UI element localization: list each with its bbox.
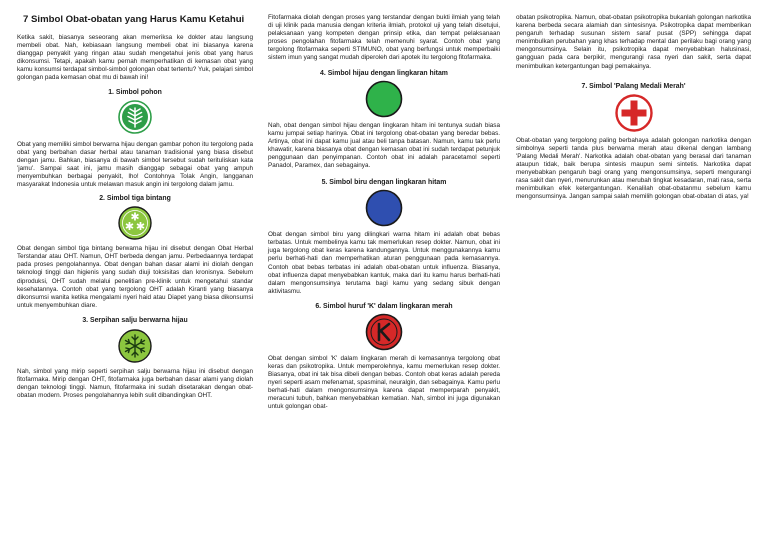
red-cross-medal-icon bbox=[615, 94, 653, 132]
continuation-text-fitofarmaka: Fitofarmaka diolah dengan proses yang terstandar dengan bukti ilmiah yang telah di uji klinik pada manusia dengan kriteria ilmiah, protokol uji yang telah disetujui, pelaksanaan yang kompeten dengan prinsip etika, dan tempat pelaksanaan proses pengolahan fitofarmaka telah memenuhi syarat. Contoh obat yang tergolong fitofarmaka seperti STIMUNO, obat yang berfungsi untuk memperbaiki sistem imun yang sangat mudah diperoleh dari apotek itu tergolong fitofarmaka. bbox=[268, 14, 500, 62]
section-heading-red-k-circle: 6. Simbol huruf 'K' dalam lingkaran merah bbox=[315, 302, 453, 310]
section-text-blue-circle: Obat dengan simbol biru yang dilingkari warna hitam ini adalah obat bebas terbatas. Untuk membelinya kamu tak memerlukan resep dokter. Namun, obat ini juga tergolong obat keras karena kandungannya. Untuk menggunakannya kamu perlu berhati-hati dan memperhatikan aturan penggunaan pada kemasannya. Contoh obat bebas terbatas ini adalah obat-obatan untuk influenza. Biasanya, obat influenza dapat menyebabkan kantuk, maka dari itu kamu harus berhati-hati dalam mengonsumsinya terutama bagi kamu yang sedang sibuk dengan aktivitasmu. bbox=[268, 231, 500, 295]
blue-circle-icon bbox=[365, 189, 403, 227]
symbol-red-cross-medal bbox=[516, 94, 751, 132]
symbol-tree bbox=[17, 100, 253, 134]
green-circle-icon bbox=[365, 80, 403, 118]
section-heading-three-stars: 2. Simbol tiga bintang bbox=[99, 195, 171, 203]
red-k-circle-icon bbox=[365, 313, 403, 351]
page-title: 7 Simbol Obat-obatan yang Harus Kamu Ketahui bbox=[23, 14, 245, 25]
section-text-red-k-circle: Obat dengan simbol 'K' dalam lingkaran merah di kemasannya tergolong obat keras dan psikotropika. Untuk memperolehnya, kamu memerlukan resep dokter. Biasanya, obat ini tak bisa dibeli dengan bebas. Contoh obat keras adalah pereda nyeri seperti asam mefenamat, spasminal, neuralgin, dan sebagainya. Kamu perlu berhati-hati dalam mengonsumsinya karena dapat memperparah penyakit, meracuni tubuh, bahkan menyebabkan kematian. Nah, simbol ini juga digunakan untuk golongan obat- bbox=[268, 354, 500, 411]
section-heading-tree: 1. Simbol pohon bbox=[108, 88, 162, 96]
section-heading-blue-circle: 5. Simbol biru dengan lingkaran hitam bbox=[321, 179, 447, 187]
svg-text:✱: ✱ bbox=[124, 220, 135, 234]
svg-text:✱: ✱ bbox=[135, 220, 146, 234]
symbol-snowflake bbox=[17, 329, 253, 363]
section-text-red-cross-medal: Obat-obatan yang tergolong paling berbahaya adalah golongan narkotika dengan simbolnya seperti tanda plus berwarna merah atau dikenal dengan lambang 'Palang Medali Merah'. Narkotika adalah obat-obatan yang berasal dari tanaman ataupun tidak, baik berupa sintesis maupun semi sintetis. Narkotika dapat menyebabkan pengaruh bagi orang yang mengonsumsinya, seperti mengurangi rasa sakit dan nyeri, menurunkan atau merubah tingkat kesadaran, mati rasa, serta menimbulkan efek ketergantungan. Kenalilah obat-obatanmu sebelum kamu mengonsumsinya. Jangan sampai salah memilih golongan obat-obatan di atas, ya! bbox=[516, 136, 751, 201]
column-right bbox=[516, 14, 751, 201]
continuation-text-psikotropika: obatan psikotropika. Namun, obat-obatan psikotropika bukanlah golongan narkotika karena berbeda secara alamiah dan sintesisnya. Psikotropika dapat memberikan pengaruh terhadap susunan sistem saraf pusat (SPP) sehingga dapat menimbulkan perubahan yang khas terhadap mental dan perilaku bagi orang yang mengonsumsinya. Selain itu, psikotropika dapat menyebabkan halusinasi, gangguan pada cara berpikir, mengurangi rasa nyeri dan sakit, serta dapat menimbulkan ketergantungan bagi pemakainya. bbox=[516, 14, 751, 70]
section-heading-snowflake: 3. Serpihan salju berwarna hijau bbox=[82, 316, 188, 324]
tree-icon bbox=[118, 100, 152, 134]
section-heading-red-cross-medal: 7. Simbol 'Palang Medali Merah' bbox=[581, 82, 686, 90]
intro-paragraph: Ketika sakit, biasanya seseorang akan memeriksa ke dokter atau langsung membeli obat. Nah, kebiasaan langsung membeli obat ini biasanya karena dianggap penyakit yang ringan atau sudah mengetahui jenis obat yang harus dikonsumsi. Tetapi, apakah kamu pernah memperhatikan di kemasan obat yang kamu konsumsi terdapat simbol-simbol golongan obat tertentu? Yuk, pelajari simbol golongan pada kemasan obat mu di bawah ini! bbox=[17, 34, 253, 82]
section-text-green-circle: Nah, obat dengan simbol hijau dengan lingkaran hitam ini tentunya sudah biasa kamu jumpai setiap harinya. Obat ini tergolong obat-obatan yang beredar bebas. Artinya, obat ini dapat kamu jual atau beli tanpa batasan. Namun, kamu tak perlu khawatir, karena biasanya obat dengan kemasan obat ini sudah terdapat petunjuk penggunaan dan penyimpanan. Contoh obat ini adalah paracetamol seperti Panadol, Paramex, dan sebagainya. bbox=[268, 121, 500, 170]
snowflake-icon bbox=[118, 329, 152, 363]
section-heading-green-circle: 4. Simbol hijau dengan lingkaran hitam bbox=[320, 69, 448, 77]
section-text-tree: Obat yang memiliki simbol berwarna hijau dengan gambar pohon itu tergolong pada obat yang berbahan dasar herbal atau tanaman tradisional yang biasa disebut dengan jamu. Bahkan, biasanya di bawah simbol tersebut sudah terituliskan kata 'jamu'. Sampai saat ini, jamu masih dianggap sebagai obat yang ampuh menyembuhkan berbagai penyakit, lho! Contohnya Tolak Angin, langganan masyarakat Indonesia untuk melawan masuk angin ini tergolong dalam jamu. bbox=[17, 140, 253, 189]
symbol-green-circle bbox=[268, 80, 500, 118]
column-middle bbox=[268, 14, 500, 412]
symbol-red-k-circle bbox=[268, 313, 500, 351]
section-text-snowflake: Nah, simbol yang mirip seperti serpihan salju berwarna hijau ini disebut dengan fitofarmaka. Mirip dengan OHT, fitofarmaka juga berbahan dasar alami yang diolah dengan teknologi tinggi. Namun, fitofarmaka ini sudah disetarakan dengan obat-obatan modern. Proses pengolahannya lebih sulit dibandingkan OHT. bbox=[17, 367, 253, 400]
three-stars-icon bbox=[118, 206, 152, 240]
symbol-three-stars bbox=[17, 206, 253, 240]
symbol-blue-circle bbox=[268, 189, 500, 227]
column-left bbox=[17, 12, 253, 400]
svg-text:✱: ✱ bbox=[130, 210, 140, 224]
section-text-three-stars: Obat dengan simbol tiga bintang berwarna hijau ini disebut dengan Obat Herbal Terstandar atau OHT. Namun, OHT berbeda dengan jamu. Perbedaannya terdapat pada proses pengolahannya. Obat dengan bahan dasar alami ini diolah dengan teknologi tinggi dan higienis yang sudah diuji toksisitas dan kronisnya. Sebelum diproduksi, OHT sudah melalui penelitian pre-klinik untuk mengetahui standar kesehatannya. Contoh obat yang tergolong OHT adalah Kiranti yang biasanya dikonsumsi wanita ketika mengalami nyeri haid atau Diapet yang biasa dikonsumsi untuk menyembuhkan diare. bbox=[17, 245, 253, 309]
